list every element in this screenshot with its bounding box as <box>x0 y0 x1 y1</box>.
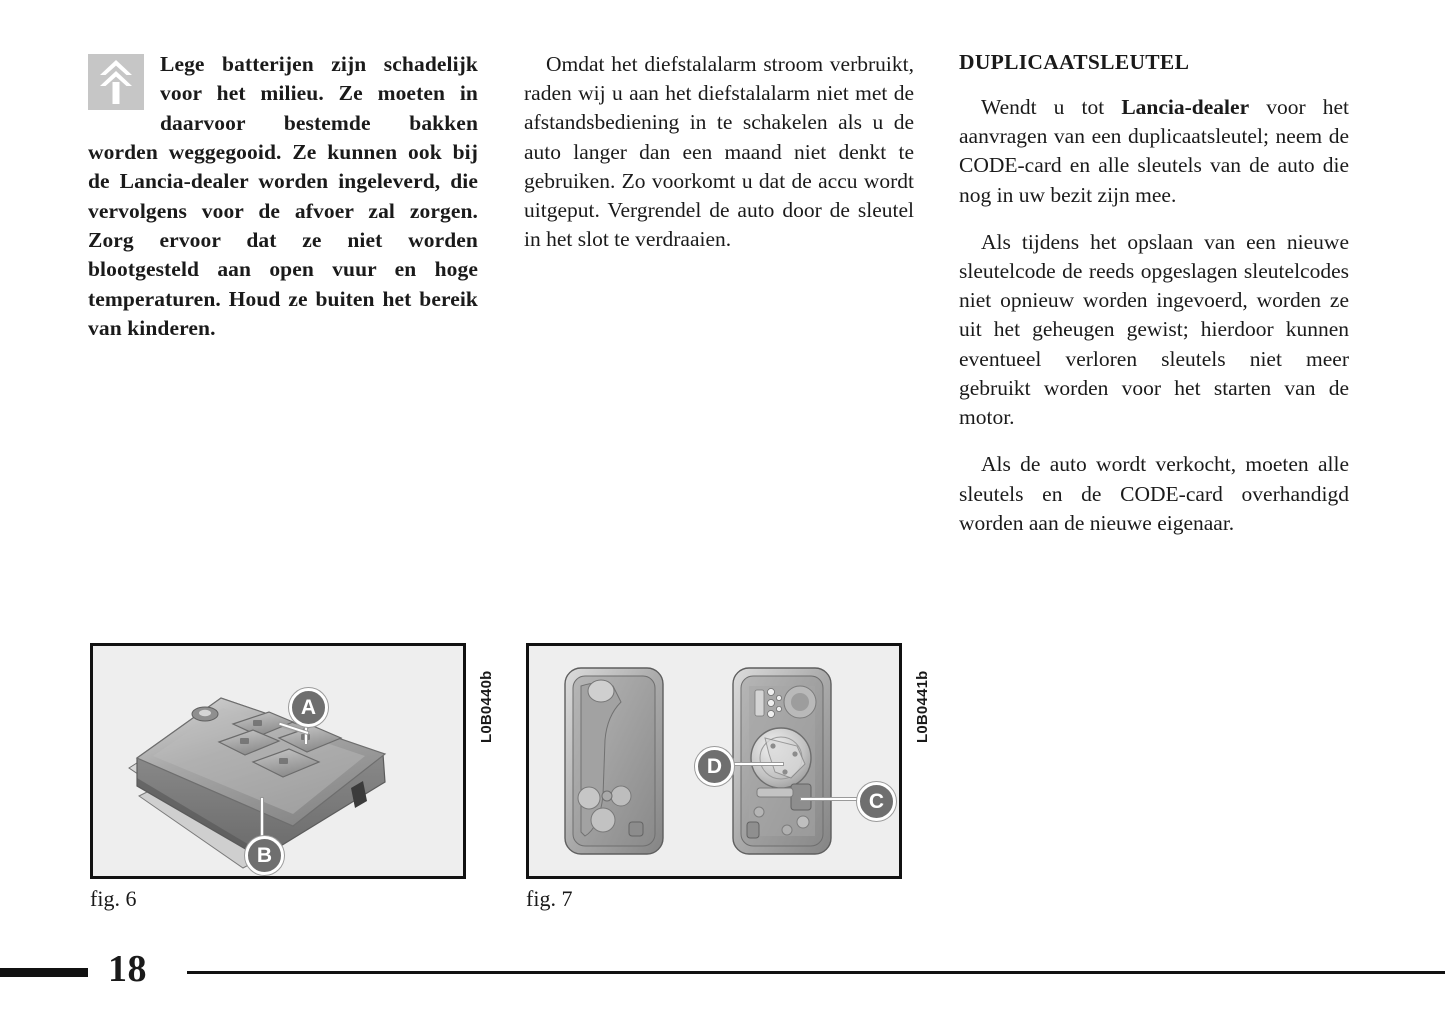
section-heading-duplicate-key: DUPLICAATSLEUTEL <box>959 50 1190 74</box>
callout-a: A <box>289 688 328 727</box>
lancia-dealer-bold: Lancia-dealer <box>1121 94 1250 119</box>
page-footer <box>0 946 1445 1006</box>
callout-b: B <box>245 836 284 875</box>
figure-7-code: L0B0441b <box>914 670 931 743</box>
right-body-text <box>959 93 1349 538</box>
footer-rule-left <box>0 968 88 977</box>
figure-7 <box>526 643 931 911</box>
paragraph-text-part-1: Wendt u tot <box>981 94 1122 119</box>
callout-b-leader <box>261 798 263 840</box>
paragraph-alarm-battery: Omdat het diefstalalarm stroom verbruikt, raden wij u aan het diefstalalarm niet met de afstandsbediening in te schakelen als u de auto langer dan een maand niet denkt te gebruiken. Zo voorkomt u dat de accu wordt uitgeput. Vergrendel de auto door de sleutel in het slot te verdraaien. <box>524 52 914 252</box>
column-right <box>959 50 1349 538</box>
figure-7-image-frame <box>526 643 902 879</box>
callout-d: D <box>695 747 734 786</box>
callout-c-leader <box>801 798 863 800</box>
footer-rule-right <box>187 971 1445 974</box>
eco-warning-block <box>88 50 478 343</box>
column-left <box>88 50 478 343</box>
figure-6-caption: fig. 6 <box>90 886 137 911</box>
middle-body-text <box>524 50 914 255</box>
figure-6-code: L0B0440b <box>478 670 495 743</box>
page-number: 18 <box>108 948 147 990</box>
callout-c: C <box>857 782 896 821</box>
figure-6-image-frame <box>90 643 466 879</box>
paragraph-request-duplicate <box>959 93 1349 210</box>
column-middle <box>524 50 914 255</box>
paragraph-text-part-2: voor het aanvragen van een duplicaatsleutel; neem de CODE-card en alle sleutels van de auto die nog in uw bezit zijn mee. <box>959 94 1349 207</box>
figure-6 <box>90 643 495 911</box>
paragraph-key-code-memory: Als tijdens het opslaan van een nieuwe sleutelcode de reeds opgeslagen sleutelcodes niet opnieuw worden ingevoerd, worden ze uit het geheugen gewist; hierdoor kunnen eventueel verloren sleutels niet meer gebruikt worden voor het starten van de motor. <box>959 229 1349 430</box>
eco-warning-text: Lege batterijen zijn schadelijk voor het milieu. Ze moeten in daarvoor bestemde bakken worden weggegooid. Ze kunnen ook bij de Lancia-dealer worden ingeleverd, die vervolgens voor de afvoer zal zorgen. Zorg ervoor dat ze niet worden blootgesteld aan open vuur en hoge temperaturen. Houd ze buiten het bereik van kinderen. <box>88 52 478 341</box>
figure-7-caption: fig. 7 <box>526 886 573 911</box>
paragraph-car-sold: Als de auto wordt verkocht, moeten alle sleutels en de CODE-card overhandigd worden aan de nieuwe eigenaar. <box>959 452 1349 535</box>
recycling-tree-icon <box>88 54 144 110</box>
